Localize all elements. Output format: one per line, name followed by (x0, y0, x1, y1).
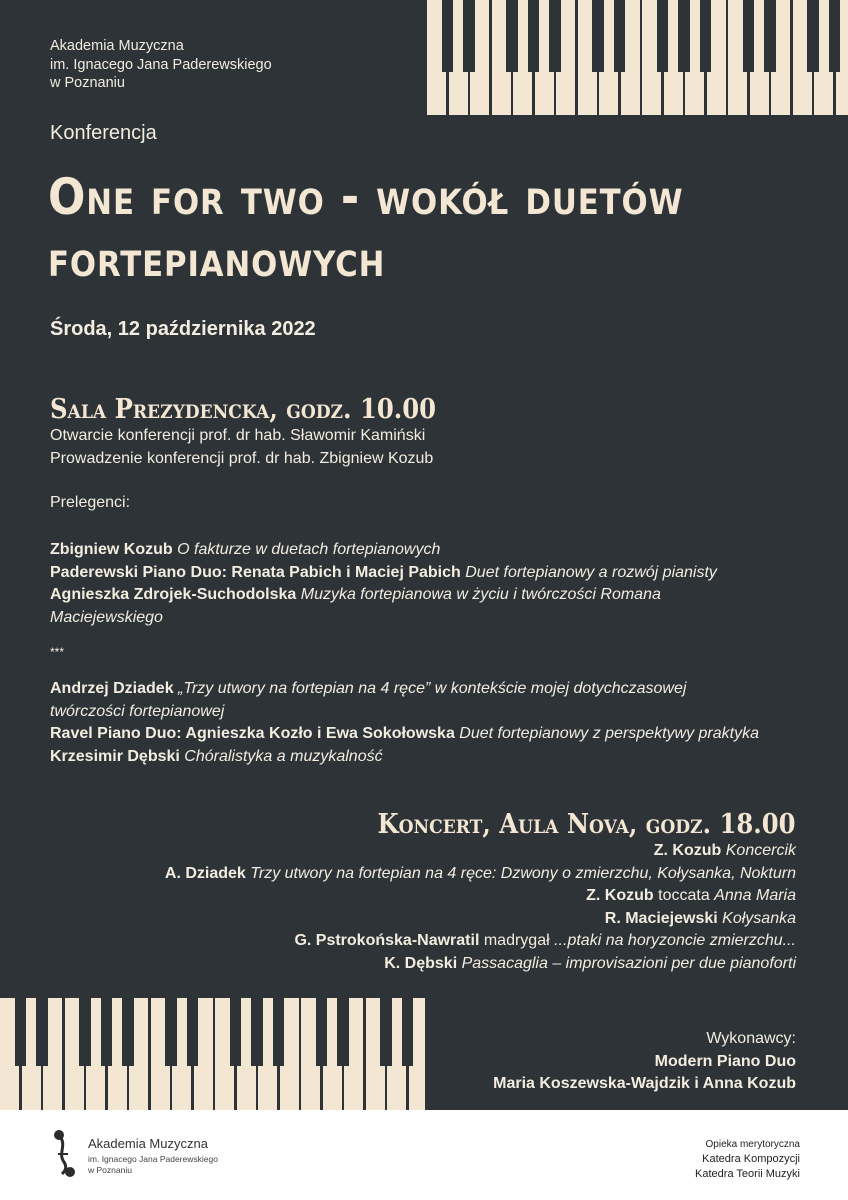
patron-label: Opieka merytoryczna (705, 1139, 800, 1150)
black-key (678, 0, 690, 72)
talk-title: Chóralistyka a muzykalność (184, 747, 383, 765)
talk-item (50, 539, 810, 562)
black-key (506, 0, 518, 72)
title-line: fortepianowych (48, 230, 386, 288)
work-genre: toccata (658, 887, 710, 904)
black-key (337, 998, 349, 1066)
program-item (165, 885, 796, 908)
academy-line: Akademia Muzyczna (50, 38, 184, 54)
patron-item: Katedra Teorii Muzyki (695, 1168, 800, 1180)
talk-item (50, 678, 820, 723)
moderation-line: Prowadzenie konferencji prof. dr hab. Zbigniew Kozub (50, 449, 434, 467)
talk-title: „Trzy utwory na fortepian na 4 ręce” w kontekście mojej dotychczasowej (178, 680, 687, 697)
work-title: Koncercik (725, 842, 796, 859)
black-key (36, 998, 48, 1066)
black-key (829, 0, 841, 72)
work-title: ...ptaki na horyzoncie zmierzchu... (554, 932, 796, 949)
black-key (15, 998, 27, 1066)
piano-keys-top (425, 0, 848, 115)
talk-title-cont: Maciejewskiego (50, 608, 163, 626)
conference-date: Środa, 12 października 2022 (50, 318, 316, 340)
ensemble-name: Modern Piano Duo (654, 1052, 796, 1070)
black-key (463, 0, 475, 72)
black-key (549, 0, 561, 72)
black-key (402, 998, 414, 1066)
f-hole-logo-icon (50, 1128, 80, 1180)
black-key (700, 0, 712, 72)
talk-title: Duet fortepianowy a rozwój pianisty (465, 563, 717, 581)
speaker-name: Paderewski Piano Duo: Renata Pabich i Maciej Pabich (50, 563, 461, 581)
speakers-label: Prelegenci: (50, 494, 131, 511)
title-line: One for two - wokół duetów (48, 168, 684, 226)
speaker-name: Ravel Piano Duo: Agnieszka Kozło i Ewa Sokołowska (50, 725, 455, 742)
black-key (592, 0, 604, 72)
black-key (251, 998, 263, 1066)
black-key (764, 0, 776, 72)
black-key (230, 998, 242, 1066)
black-key (614, 0, 626, 72)
black-key (743, 0, 755, 72)
black-key (79, 998, 91, 1066)
black-key (187, 998, 199, 1066)
work-title: Kołysanka (722, 909, 796, 927)
patron-item: Katedra Kompozycji (702, 1153, 800, 1165)
black-key (657, 0, 669, 72)
ensemble-members: Maria Koszewska-Wajdzik i Anna Kozub (493, 1075, 796, 1092)
separator: *** (50, 645, 65, 659)
black-key (122, 998, 134, 1066)
session-heading: Sala Prezydencka, godz. 10.00 (50, 394, 437, 425)
talk-title: O fakturze w duetach fortepianowych (177, 541, 441, 558)
speaker-name: Krzesimir Dębski (50, 747, 180, 765)
footer-patronage (695, 1137, 800, 1182)
talk-title: Duet fortepianowy z perspektywy praktyka (459, 725, 759, 742)
composer: A. Dziadek (164, 864, 246, 882)
piano-keys-bottom (0, 998, 425, 1110)
black-key (316, 998, 328, 1066)
program-item (165, 840, 796, 863)
conference-label: Konferencja (50, 122, 157, 144)
composer: Z. Kozub (653, 842, 722, 859)
composer: K. Dębski (384, 954, 458, 972)
composer: R. Maciejewski (604, 909, 718, 927)
talks-list-2 (50, 678, 820, 768)
footer-logo (50, 1128, 218, 1180)
talk-title: Muzyka fortepianowa w życiu i twórczości Romana (300, 586, 661, 603)
concert-program (165, 840, 796, 975)
footer-academy-name: Akademia Muzyczna (88, 1136, 208, 1151)
work-title: Passacaglia – improvisazioni per due pianoforti (461, 954, 796, 972)
black-key (442, 0, 454, 72)
black-key (101, 998, 113, 1066)
talk-item (50, 746, 820, 769)
program-item (165, 863, 796, 886)
talks-list-1 (50, 539, 810, 629)
speaker-name: Andrzej Dziadek (50, 680, 174, 697)
speaker-name: Zbigniew Kozub (50, 541, 173, 558)
composer: G. Pstrokońska-Nawratil (294, 932, 480, 949)
talk-item (50, 584, 810, 629)
work-title: Anna Maria (714, 887, 796, 904)
talk-item (50, 723, 820, 746)
talk-item (50, 562, 810, 585)
work-genre: madrygał (483, 932, 550, 949)
conference-title (48, 166, 734, 290)
academy-line: im. Ignacego Jana Paderewskiego (50, 56, 272, 73)
work-title: Trzy utwory na fortepian na 4 ręce: Dzwony o zmierzchu, Kołysanka, Nokturn (250, 864, 796, 882)
black-key (807, 0, 819, 72)
black-key (165, 998, 177, 1066)
composer: Z. Kozub (586, 887, 654, 904)
program-item (165, 930, 796, 953)
performers (493, 1028, 796, 1096)
black-key (528, 0, 540, 72)
concert-heading: Koncert, Aula Nova, godz. 18.00 (377, 809, 796, 840)
black-key (380, 998, 392, 1066)
black-key (273, 998, 285, 1066)
speaker-name: Agnieszka Zdrojek-Suchodolska (50, 586, 297, 603)
academy-header (50, 37, 272, 93)
program-item (165, 908, 796, 931)
performers-label: Wykonawcy: (706, 1030, 796, 1047)
footer-academy-sub: im. Ignacego Jana Paderewskiego (88, 1154, 218, 1164)
footer-academy-sub: w Poznaniu (88, 1165, 132, 1175)
talk-title-cont: twórczości fortepianowej (50, 702, 225, 720)
opening-line: Otwarcie konferencji prof. dr hab. Sławomir Kamiński (50, 427, 426, 444)
opening-info (50, 425, 433, 470)
program-item (165, 953, 796, 976)
academy-line: w Poznaniu (50, 75, 125, 91)
